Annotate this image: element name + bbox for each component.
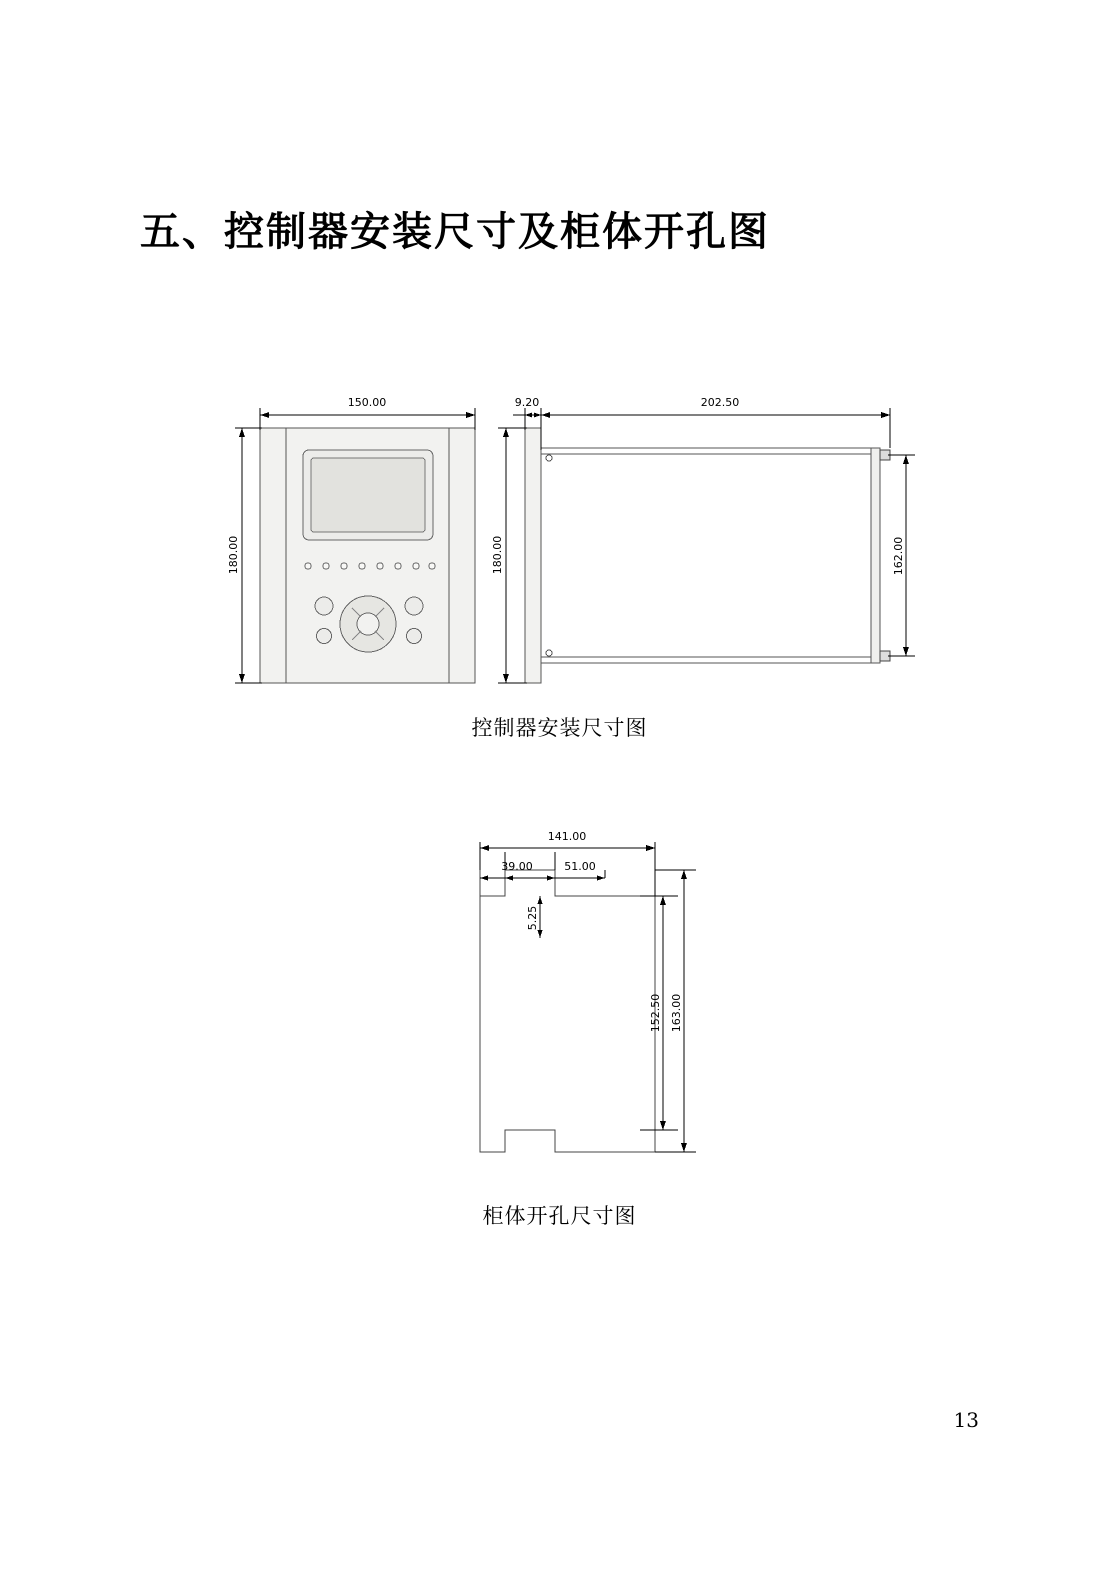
figure-controller-mounting bbox=[180, 390, 940, 690]
dimension-label-side-height: 180.00 bbox=[491, 535, 504, 575]
dimension-label-side-depth: 202.50 bbox=[700, 396, 740, 409]
page-title: 五、控制器安装尺寸及柜体开孔图 bbox=[140, 208, 770, 255]
dimension-label-front-width: 150.00 bbox=[347, 396, 387, 409]
dimension-label-cutout-sub-left: 39.00 bbox=[501, 860, 533, 873]
figure-cabinet-cutout bbox=[400, 830, 740, 1190]
dimension-label-cutout-notch: 5.25 bbox=[526, 905, 539, 931]
figure-caption-controller: 控制器安装尺寸图 bbox=[471, 716, 648, 740]
figure-caption-cutout: 柜体开孔尺寸图 bbox=[482, 1204, 637, 1228]
dimension-label-cutout-inner-height: 152.50 bbox=[649, 993, 662, 1033]
dimension-label-front-height: 180.00 bbox=[227, 535, 240, 575]
dimension-label-cutout-outer-height: 163.00 bbox=[670, 993, 683, 1033]
dimension-label-cutout-width: 141.00 bbox=[547, 830, 587, 843]
dimension-label-side-inner-height: 162.00 bbox=[892, 536, 905, 576]
dimension-label-cutout-sub-right: 51.00 bbox=[564, 860, 596, 873]
dimension-label-side-plate: 9.20 bbox=[514, 396, 540, 409]
page-number: 13 bbox=[953, 1408, 979, 1432]
